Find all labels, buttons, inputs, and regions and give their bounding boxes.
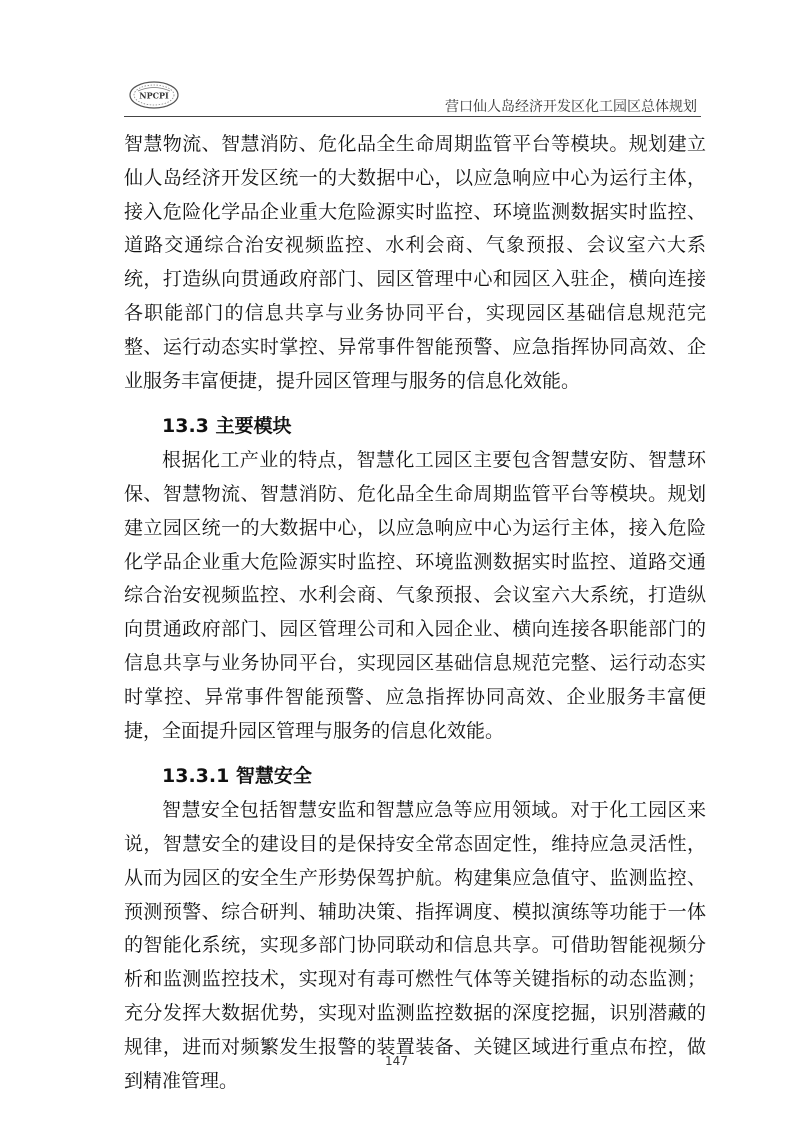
- npcpi-logo-graphic: [128, 80, 180, 110]
- paragraph-main-modules: 根据化工产业的特点，智慧化工园区主要包含智慧安防、智慧环保、智慧物流、智慧消防、危化品全生命周期监管平台等模块。规划建立园区统一的大数据中心，以应急响应中心为运行主体，接入危险化学品企业重大危险源实时监控、环境监测数据实时监控、道路交通综合治安视频监控、水利会商、气象预报、会议室六大系统，打造纵向贯通政府部门、园区管理公司和入园企业、横向连接各职能部门的信息共享与业务协同平台，实现园区基础信息规范完整、运行动态实时掌控、异常事件智能预警、应急指挥协同高效、企业服务丰富便捷，全面提升园区管理与服务的信息化效能。: [124, 449, 706, 742]
- page-number: 147: [385, 1054, 408, 1068]
- header-title: 营口仙人岛经济开发区化工园区总体规划: [445, 99, 697, 115]
- section-heading-13-3-1: 13.3.1 智慧安全: [162, 765, 312, 788]
- section-heading-13-3: 13.3 主要模块: [162, 415, 292, 438]
- logo-text: NPCPI: [139, 90, 169, 101]
- page-content: [124, 128, 706, 1098]
- npcpi-logo: [128, 80, 180, 110]
- header-divider: [124, 116, 701, 117]
- paragraph-continued: 智慧物流、智慧消防、危化品全生命周期监管平台等模块。规划建立仙人岛经济开发区统一的大数据中心，以应急响应中心为运行主体，接入危险化学品企业重大危险源实时监控、环境监测数据实时监控、道路交通综合治安视频监控、水利会商、气象预报、会议室六大系统，打造纵向贯通政府部门、园区管理中心和园区入驻企，横向连接各职能部门的信息共享与业务协同平台，实现园区基础信息规范完整、运行动态实时掌控、异常事件智能预警、应急指挥协同高效、企业服务丰富便捷，提升园区管理与服务的信息化效能。: [124, 133, 706, 392]
- paragraph-smart-safety: 智慧安全包括智慧安监和智慧应急等应用领域。对于化工园区来说，智慧安全的建设目的是保持安全常态固定性，维持应急灵活性，从而为园区的安全生产形势保驾护航。构建集应急值守、监测监控、预测预警、综合研判、辅助决策、指挥调度、模拟演练等功能于一体的智能化系统，实现多部门协同联动和信息共享。可借助智能视频分析和监测监控技术，实现对有毒可燃性气体等关键指标的动态监测；充分发挥大数据优势，实现对监测监控数据的深度挖掘，识别潜藏的规律，进而对频繁发生报警的装置装备、关键区域进行重点布控，做到精准管理。: [124, 799, 706, 1092]
